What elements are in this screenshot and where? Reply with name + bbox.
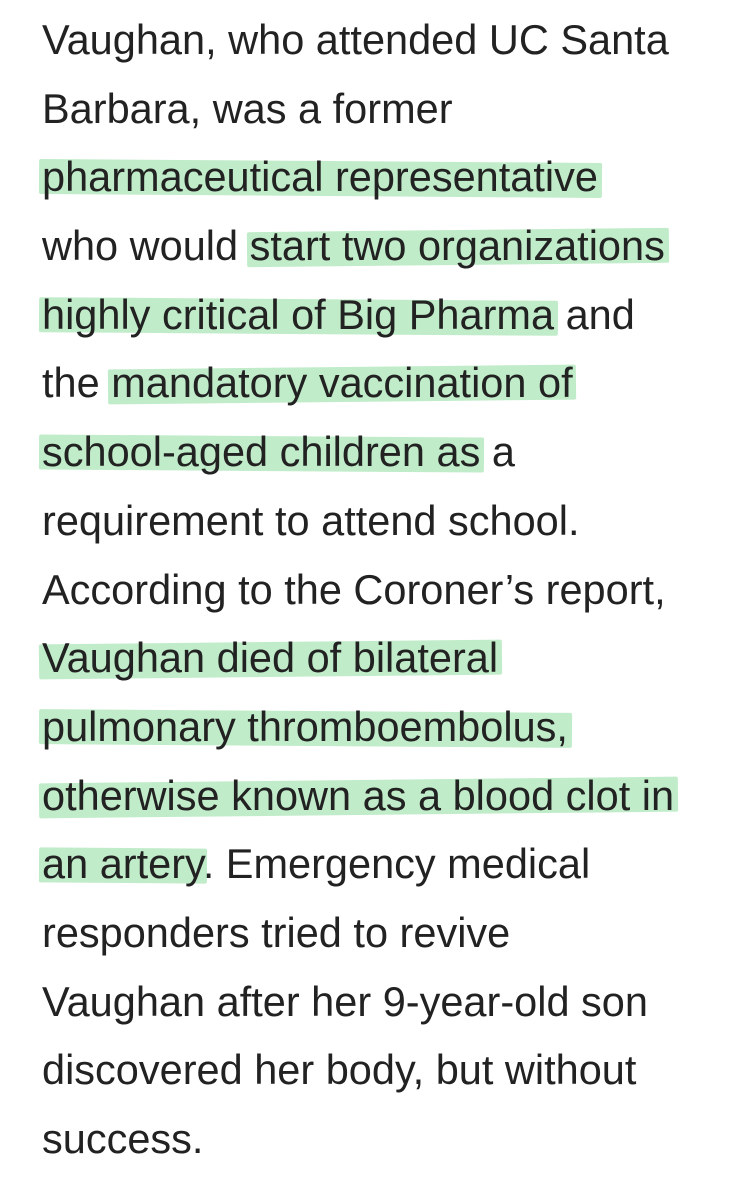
text-run: responders tried to revive [42, 908, 511, 956]
text-line [42, 556, 742, 625]
text-run: . Emergency medical [202, 840, 591, 888]
text-run: Vaughan, who attended UC Santa [42, 16, 669, 63]
text-line [42, 281, 742, 350]
text-line [42, 143, 742, 212]
text-run: a [480, 428, 515, 476]
text-run: requirement to attend school. [42, 496, 580, 544]
text-line [42, 693, 742, 762]
highlighted-text: Vaughan died of bilateral [42, 634, 499, 682]
highlighted-text: an artery [42, 840, 203, 888]
text-line [42, 418, 742, 487]
text-line [42, 487, 742, 556]
text-run: Barbara, was a former [42, 84, 453, 132]
highlighted-text: start two organizations [249, 222, 665, 270]
article-text [42, 6, 742, 1174]
text-run: and [554, 290, 635, 338]
text-line [42, 1036, 742, 1105]
text-run: who would [42, 222, 250, 270]
text-run: success. [42, 1115, 204, 1162]
highlighted-text: pulmonary thromboembolus, [42, 702, 568, 750]
text-line [42, 212, 742, 281]
text-line [42, 762, 742, 831]
text-line [42, 349, 742, 418]
highlighted-text: school-aged children as [42, 428, 481, 476]
text-line [42, 830, 742, 899]
text-line [42, 1105, 742, 1174]
text-run: discovered her body, but without [42, 1046, 637, 1094]
text-run: the [42, 359, 112, 407]
text-run: Vaughan after her 9-year-old son [42, 977, 648, 1025]
text-line [42, 624, 742, 693]
highlighted-text: otherwise known as a blood clot in [42, 771, 675, 819]
highlighted-text: highly critical of Big Pharma [42, 290, 555, 338]
text-line [42, 6, 742, 75]
text-line [42, 75, 742, 144]
highlighted-text: pharmaceutical representative [42, 153, 598, 201]
text-run: According to the Coroner’s report, [42, 565, 666, 613]
text-line [42, 968, 742, 1037]
text-line [42, 899, 742, 968]
highlighted-text: mandatory vaccination of [111, 359, 573, 407]
